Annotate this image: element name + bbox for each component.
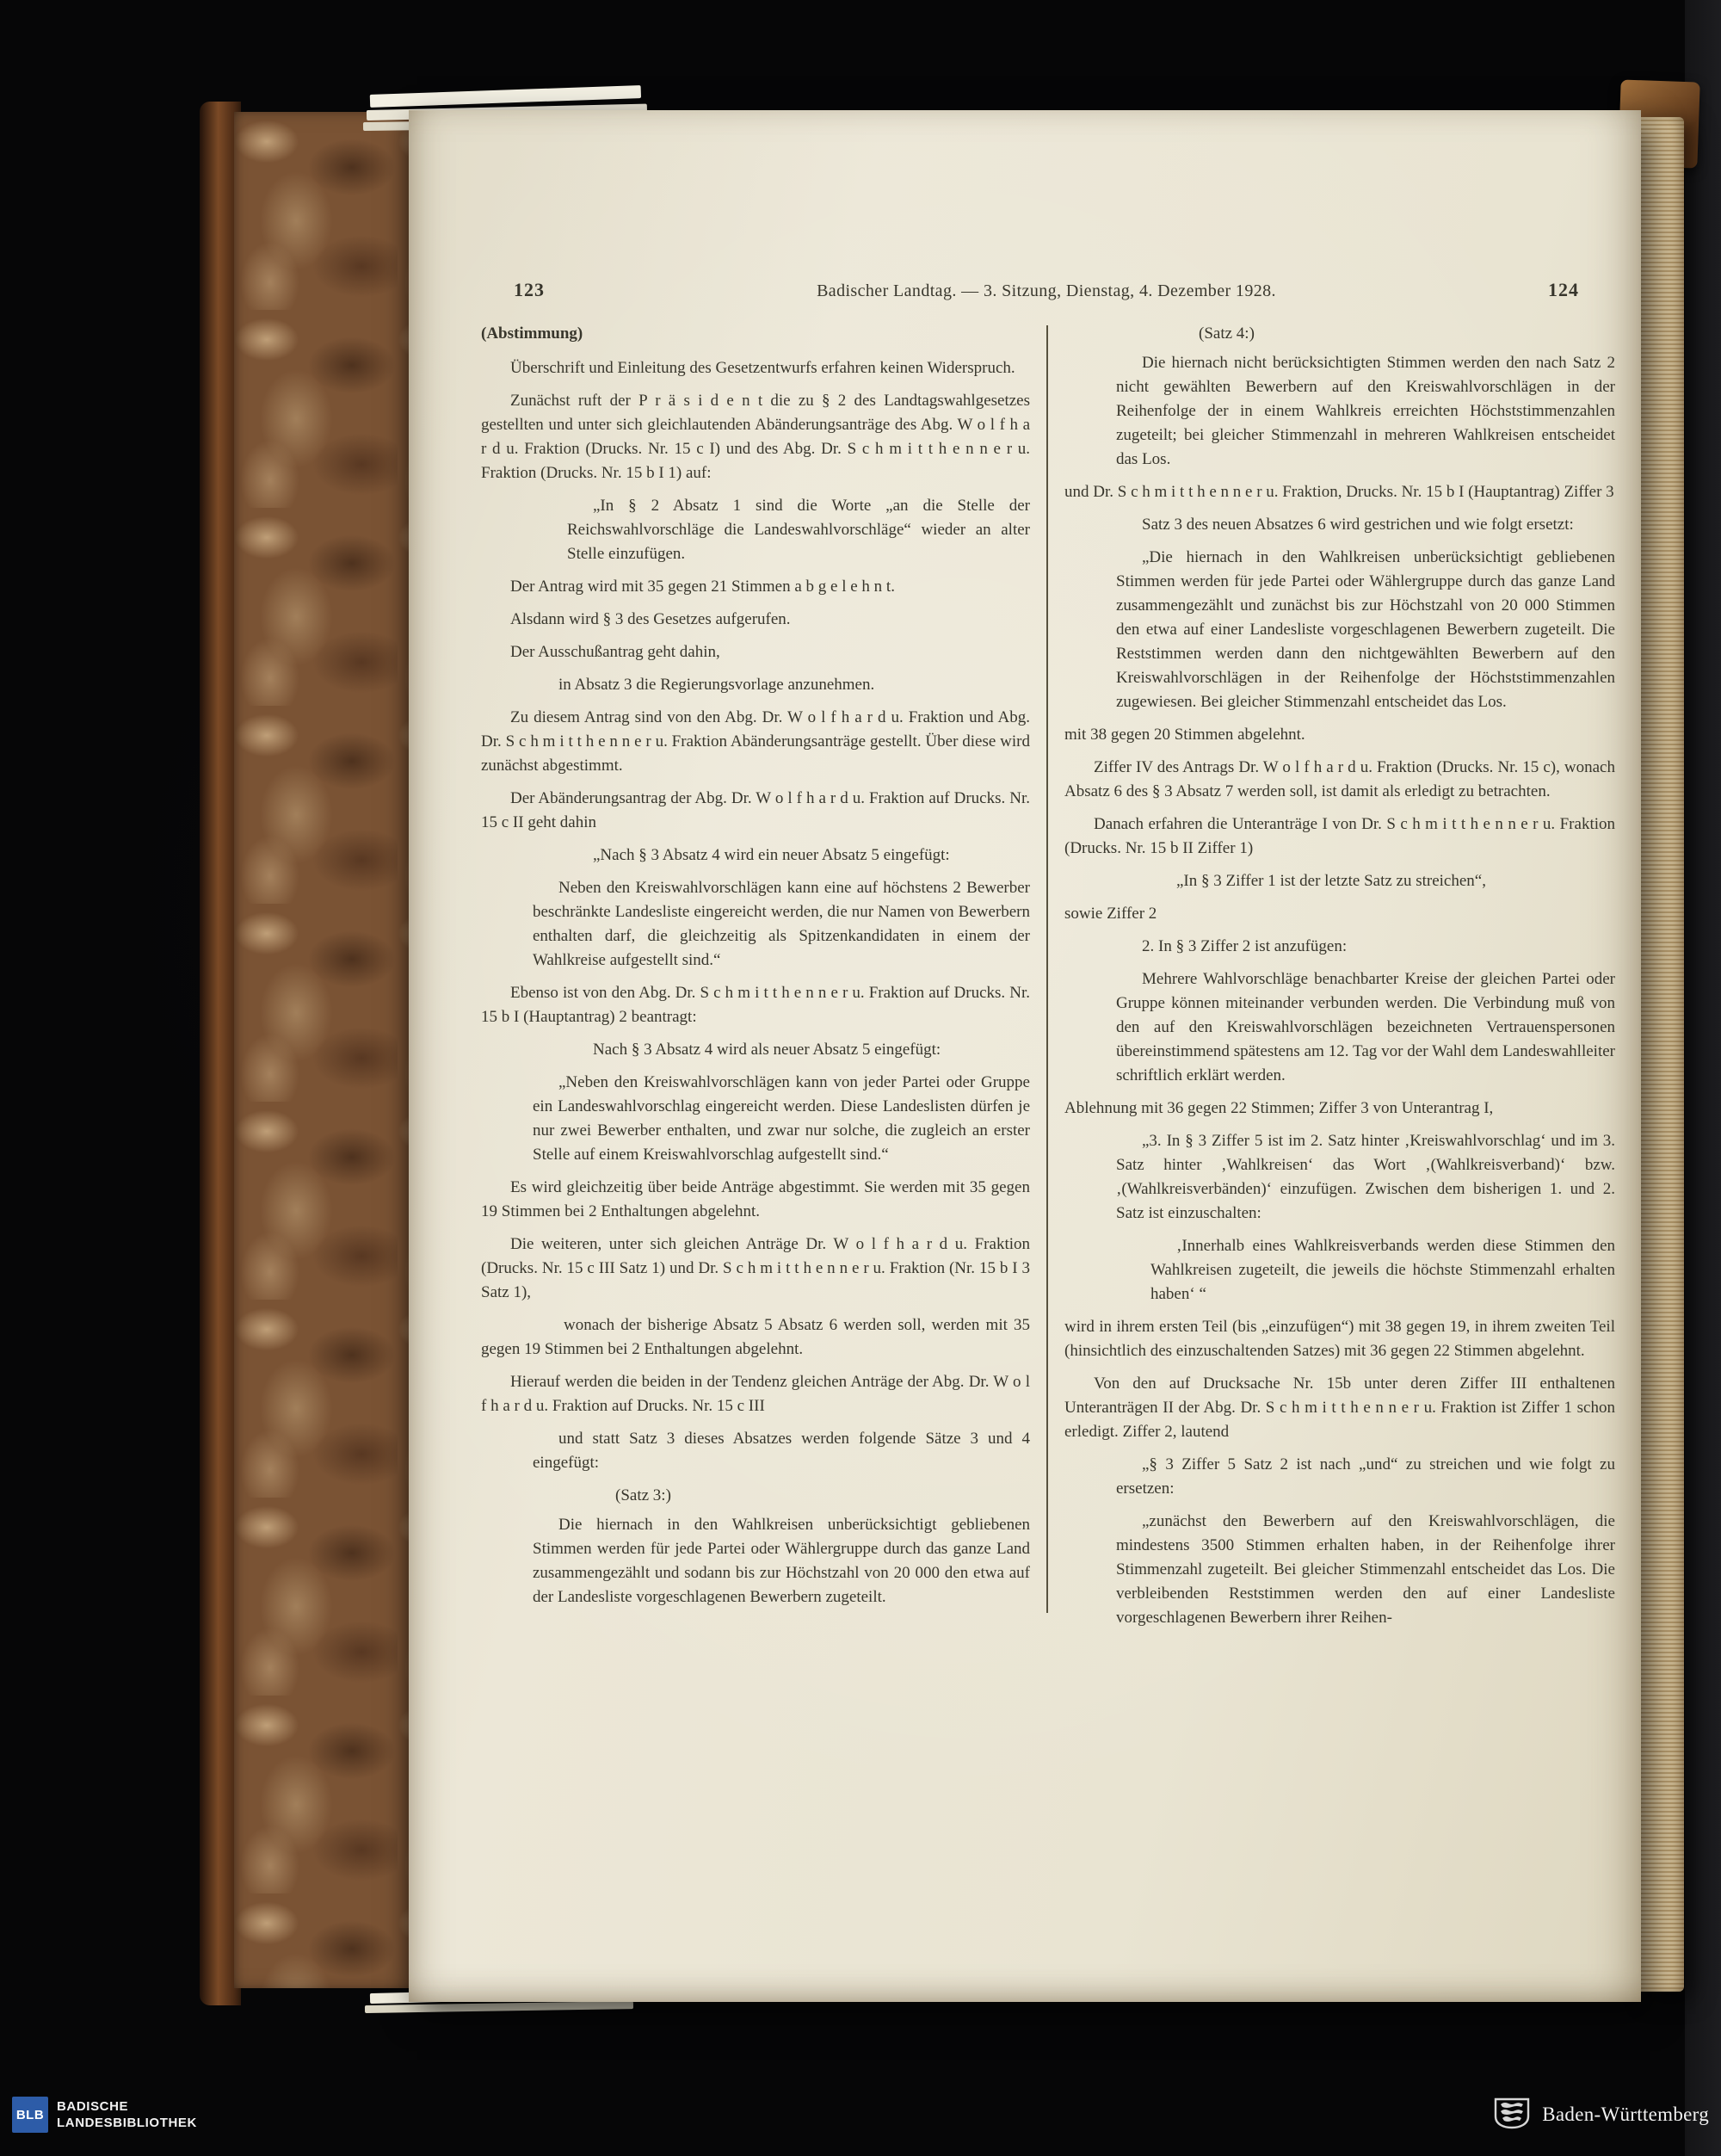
text-column-right	[1064, 322, 1615, 1639]
text-block: „Die hiernach in den Wahlkreisen unberücksichtigt gebliebenen Stimmen werden für jede Partei oder Wählergruppe durch das ganze Land zusammengezählt und zunächst bis zur Höchstzahl von 20 000 Stimmen den etwa auf einer Landesliste vorgeschlagenen Bewerbern zugeteilt. Die Reststimmen werden dann den nichtgewählten Bewerbern auf den Kreiswahlvorschlägen in der Reihenfolge der Höchststimmenzahlen zugewiesen. Bei gleicher Stimmenzahl entscheidet das Los.	[1116, 548, 1615, 711]
text-block: Danach erfahren die Unteranträge I von Dr. S c h m i t t h e n n e r u. Fraktion (Drucks. Nr. 15 b II Ziffer 1)	[1064, 815, 1615, 857]
text-block: „3. In § 3 Ziffer 5 ist im 2. Satz hinter ‚Kreiswahlvorschlag‘ und im 3. Satz hinter ‚Wahlkreisen‘ das Wort ‚(Wahlkreisverband)‘ bzw. ‚(Wahlkreisverbänden)‘ einzufügen. Zwischen dem bisherigen 1. und 2. Satz ist einzuschalten:	[1116, 1132, 1615, 1222]
text-block: Satz 3 des neuen Absatzes 6 wird gestrichen und wie folgt ersetzt:	[1142, 516, 1574, 534]
text-block: und statt Satz 3 dieses Absatzes werden folgende Sätze 3 und 4 eingefügt:	[533, 1430, 1030, 1472]
text-block: in Absatz 3 die Regierungsvorlage anzunehmen.	[558, 676, 875, 694]
underlying-page-edge	[365, 2001, 633, 2013]
text-block: Überschrift und Einleitung des Gesetzentwurfs erfahren keinen Widerspruch.	[510, 359, 1015, 377]
text-columns	[481, 322, 1615, 1639]
background-fabric-edge	[1685, 0, 1721, 2156]
page-number-left: 123	[514, 279, 545, 300]
text-block: „zunächst den Bewerbern auf den Kreiswahlvorschlägen, die mindestens 3500 Stimmen erhalten haben, in der Reihenfolge ihrer Stimmenzahl zugeteilt. Bei gleicher Stimmenzahl entscheidet das Los. Die verbleibenden Reststimmen werden den auf einer Landesliste vorgeschlagenen Bewerbern ihrer Reihen-	[1116, 1512, 1615, 1627]
text-block: Ziffer IV des Antrags Dr. W o l f h a r d u. Fraktion (Drucks. Nr. 15 c), wonach Absatz 6 des § 3 Absatz 7 werden soll, ist damit als erledigt zu betrachten.	[1064, 758, 1615, 800]
text-block: Neben den Kreiswahlvorschlägen kann eine auf höchstens 2 Bewerber beschränkte Landesliste eingereicht werden, die nur Namen von Bewerbern enthalten darf, die gleichzeitig als Spitzenkandidaten in einem der Wahlkreise aufgestellt sind.“	[533, 879, 1030, 969]
text-block: und Dr. S c h m i t t h e n n e r u. Fraktion, Drucks. Nr. 15 b I (Hauptantrag) Ziffer 3	[1064, 483, 1614, 501]
state-name: Baden-Württemberg	[1542, 2103, 1709, 2125]
text-block: (Satz 3:)	[615, 1486, 671, 1504]
text-block: Die weiteren, unter sich gleichen Anträge Dr. W o l f h a r d u. Fraktion (Drucks. Nr. 15 c III Satz 1) und Dr. S c h m i t t h e n n e r u. Fraktion (Nr. 15 b I 3 Satz 1),	[481, 1235, 1030, 1301]
text-block: (Satz 4:)	[1199, 324, 1255, 343]
text-block: Alsdann wird § 3 des Gesetzes aufgerufen.	[510, 610, 791, 628]
blb-library-logo[interactable]	[12, 2097, 197, 2133]
text-block: Zunächst ruft der P r ä s i d e n t die zu § 2 des Landtagswahlgesetzes gestellten und unter sich gleichlautenden Abänderungsanträge des Abg. W o l f h a r d u. Fraktion (Drucks. Nr. 15 c I) und des Abg. Dr. S c h m i t t h e n n e r u. Fraktion (Drucks. Nr. 15 b I 1) auf:	[481, 392, 1030, 482]
baden-wuerttemberg-logo[interactable]	[1492, 2097, 1709, 2134]
text-block: „§ 3 Ziffer 5 Satz 2 ist nach „und“ zu streichen und wie folgt zu ersetzen:	[1116, 1455, 1615, 1498]
text-block: Die hiernach nicht berücksichtigten Stimmen werden den nach Satz 2 nicht gewählten Bewerbern auf den Kreiswahlvorschlägen in der Reihenfolge der in einem Wahlkreis erreichten Höchststimmenzahlen zugeteilt; bei gleicher Stimmenzahl in mehreren Wahlkreisen entscheidet das Los.	[1116, 354, 1615, 468]
column-divider-rule	[1046, 325, 1048, 1613]
scanned-page	[409, 110, 1641, 2002]
text-block: wonach der bisherige Absatz 5 Absatz 6 werden soll, werden mit 35 gegen 19 Stimmen bei 2 Enthaltungen abgelehnt.	[481, 1316, 1030, 1358]
text-block: Zu diesem Antrag sind von den Abg. Dr. W o l f h a r d u. Fraktion und Abg. Dr. S c h m i t t h e n n e r u. Fraktion Abänderungsanträge gestellt. Über diese wird zunächst abgestimmt.	[481, 708, 1030, 775]
text-block: Es wird gleichzeitig über beide Anträge abgestimmt. Sie werden mit 35 gegen 19 Stimmen bei 2 Enthaltungen abgelehnt.	[481, 1178, 1030, 1220]
text-block: „Nach § 3 Absatz 4 wird ein neuer Absatz 5 eingefügt:	[593, 846, 950, 864]
text-block: Der Ausschußantrag geht dahin,	[510, 643, 720, 661]
text-block: Von den auf Drucksache Nr. 15b unter deren Ziffer III enthaltenen Unteranträgen II der Abg. Dr. S c h m i t t h e n n e r u. Fraktion ist Ziffer 1 schon erledigt. Ziffer 2, lautend	[1064, 1375, 1615, 1441]
text-block: Ebenso ist von den Abg. Dr. S c h m i t t h e n n e r u. Fraktion auf Drucks. Nr. 15 b I (Hauptantrag) 2 beantragt:	[481, 984, 1030, 1026]
text-block: wird in ihrem ersten Teil (bis „einzufügen“) mit 38 gegen 19, in ihrem zweiten Teil (hinsichtlich des einzuschaltenden Satzes) mit 36 gegen 22 Stimmen abgelehnt.	[1064, 1318, 1615, 1360]
text-block: sowie Ziffer 2	[1064, 905, 1157, 923]
text-block: „In § 2 Absatz 1 sind die Worte „an die Stelle der Reichswahlvorschläge die Landeswahlvorschläge“ wieder an alter Stelle einzufügen.	[567, 497, 1030, 563]
text-block: Hierauf werden die beiden in der Tendenz gleichen Anträge der Abg. Dr. W o l f h a r d u. Fraktion auf Drucks. Nr. 15 c III	[481, 1373, 1030, 1415]
text-block: Der Antrag wird mit 35 gegen 21 Stimmen a b g e l e h n t.	[510, 578, 895, 596]
blb-logo-icon: BLB	[12, 2097, 48, 2133]
marbled-cover-board	[234, 112, 416, 1988]
text-block: Die hiernach in den Wahlkreisen unberücksichtigt gebliebenen Stimmen werden für jede Partei oder Wählergruppe durch das ganze Land zusammengezählt und sodann bis zur Höchstzahl von 20 000 den etwa auf der Landesliste vorgeschlagenen Bewerbern zugeteilt.	[533, 1516, 1030, 1606]
page-content	[409, 110, 1641, 2002]
text-block: 2. In § 3 Ziffer 2 ist anzufügen:	[1142, 937, 1348, 955]
library-name-line1: BADISCHE	[57, 2099, 129, 2114]
text-block: ‚Innerhalb eines Wahlkreisverbands werden diese Stimmen den Wahlkreisen zugeteilt, die jeweils die höchste Stimmenzahl erhalten haben‘ “	[1150, 1237, 1615, 1303]
text-block: „Neben den Kreiswahlvorschlägen kann von jeder Partei oder Gruppe ein Landeswahlvorschlag eingereicht werden. Diese Landeslisten dürfen je nur zwei Bewerber enthalten, und zwar nur solche, die zugleich an erster Stelle auf einem Kreiswahlvorschlag aufgestellt sind.“	[533, 1073, 1030, 1164]
page-block-fore-edge	[1639, 117, 1684, 1992]
library-name	[57, 2098, 197, 2131]
text-block: Der Abänderungsantrag der Abg. Dr. W o l f h a r d u. Fraktion auf Drucks. Nr. 15 c II geht dahin	[481, 789, 1030, 831]
text-column-left	[481, 322, 1030, 1639]
text-block: (Abstimmung)	[481, 324, 583, 343]
text-block: „In § 3 Ziffer 1 ist der letzte Satz zu streichen“,	[1176, 872, 1486, 890]
coat-of-arms-icon	[1492, 2097, 1532, 2134]
text-block: Ablehnung mit 36 gegen 22 Stimmen; Ziffer 3 von Unterantrag I,	[1064, 1099, 1494, 1117]
page-header	[481, 279, 1615, 301]
library-name-line2: LANDESBIBLIOTHEK	[57, 2116, 197, 2130]
text-block: Nach § 3 Absatz 4 wird als neuer Absatz 5 eingefügt:	[593, 1041, 941, 1059]
running-title: Badischer Landtag. — 3. Sitzung, Dienstag, 4. Dezember 1928.	[817, 281, 1276, 300]
text-block: Mehrere Wahlvorschläge benachbarter Kreise der gleichen Partei oder Gruppe können miteinander verbunden werden. Die Verbindung muß von den auf den Kreiswahlvorschlägen bezeichneten Vertrauenspersonen übereinstimmend spätestens am 12. Tag vor der Wahl dem Landeswahlleiter schriftlich erklärt werden.	[1116, 970, 1615, 1084]
text-block: mit 38 gegen 20 Stimmen abgelehnt.	[1064, 726, 1305, 744]
page-number-right: 124	[1548, 279, 1579, 300]
viewer-footer	[0, 2092, 1721, 2137]
book-photo	[200, 90, 1688, 2021]
